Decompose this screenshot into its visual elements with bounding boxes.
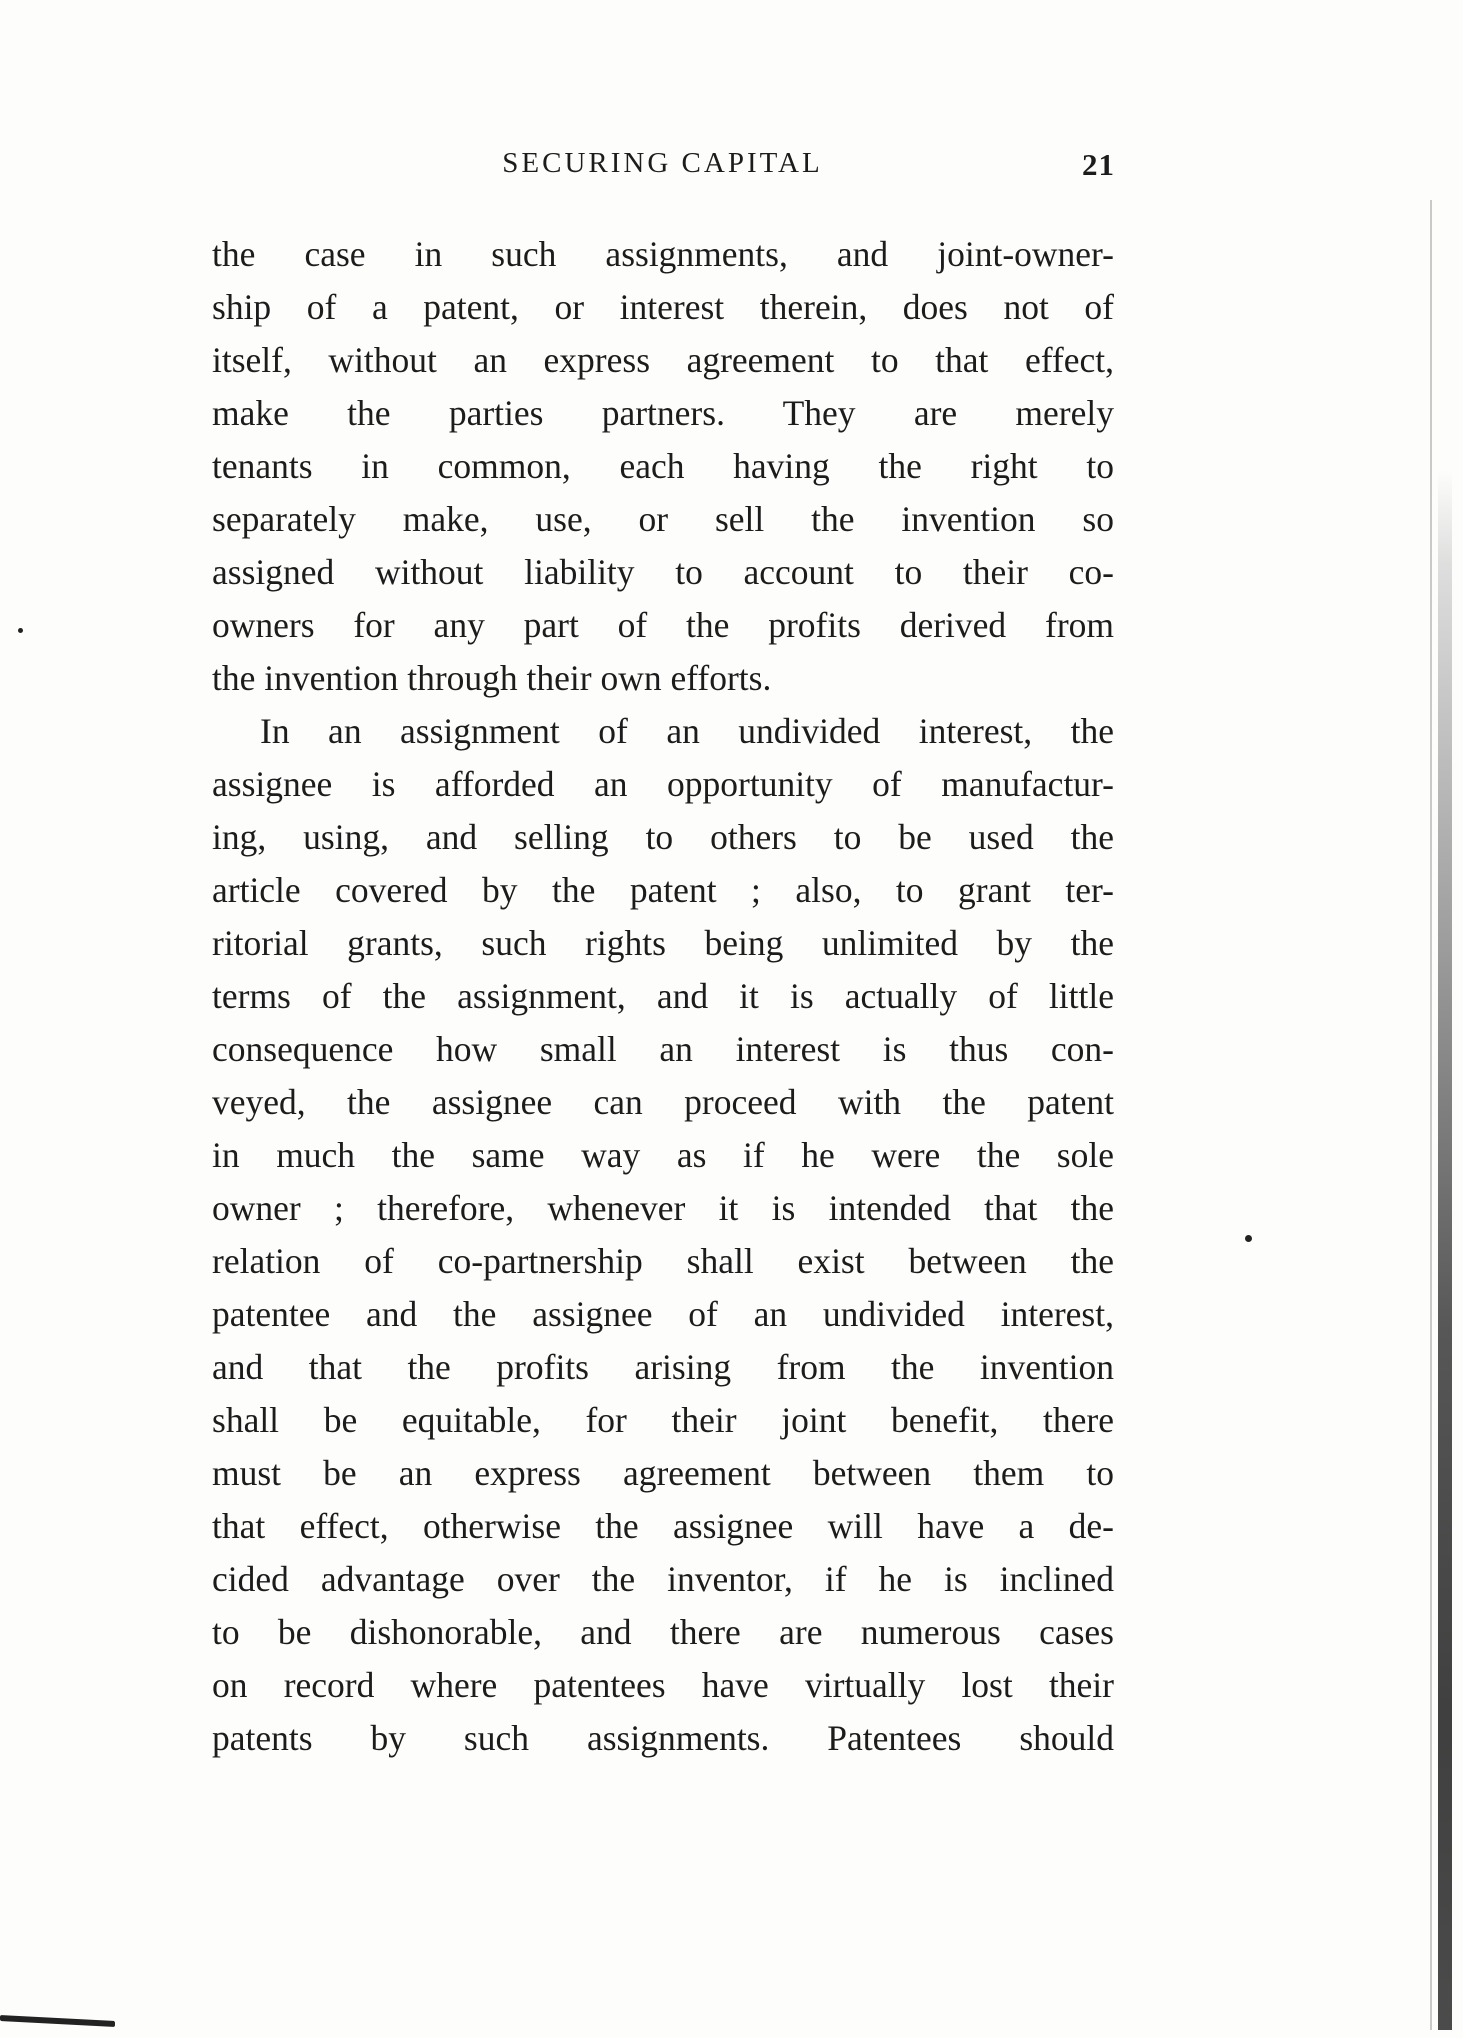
binding-shadow [1438, 470, 1452, 2030]
text-line: patents by such assignments. Patentees should [212, 1718, 1114, 1758]
text-line: owners for any part of the profits derived from [212, 605, 1114, 645]
paragraph-first-line: In an assignment of an undivided interest, the [260, 711, 1114, 751]
text-line: relation of co-partnership shall exist between the [212, 1241, 1114, 1281]
body-text [212, 228, 1114, 1765]
text-line: ship of a patent, or interest therein, does not of [212, 287, 1114, 327]
text-line: that effect, otherwise the assignee will have a de- [212, 1506, 1114, 1546]
text-line: the case in such assignments, and joint-owner- [212, 234, 1114, 274]
text-line: owner ; therefore, whenever it is intended that the [212, 1188, 1114, 1228]
text-line: veyed, the assignee can proceed with the patent [212, 1082, 1114, 1122]
text-line: in much the same way as if he were the sole [212, 1135, 1114, 1175]
paragraph-last-line: the invention through their own efforts. [212, 658, 772, 698]
text-line: must be an express agreement between them to [212, 1453, 1114, 1493]
text-line: assigned without liability to account to their co- [212, 552, 1114, 592]
text-line: cided advantage over the inventor, if he is inclined [212, 1559, 1114, 1599]
page-edge-line [1430, 200, 1432, 2030]
text-line: patentee and the assignee of an undivided interest, [212, 1294, 1114, 1334]
text-line: terms of the assignment, and it is actually of little [212, 976, 1114, 1016]
text-line: assignee is afforded an opportunity of manufactur- [212, 764, 1114, 804]
text-line: on record where patentees have virtually lost their [212, 1665, 1114, 1705]
text-line: ing, using, and selling to others to be used the [212, 817, 1114, 857]
text-line: ritorial grants, such rights being unlimited by the [212, 923, 1114, 963]
text-line: article covered by the patent ; also, to grant ter- [212, 870, 1114, 910]
text-line: make the parties partners. They are merely [212, 393, 1114, 433]
text-line: tenants in common, each having the right to [212, 446, 1114, 486]
running-head [210, 147, 1115, 187]
text-line: and that the profits arising from the invention [212, 1347, 1114, 1387]
text-line: to be dishonorable, and there are numerous cases [212, 1612, 1114, 1652]
text-line: separately make, use, or sell the invention so [212, 499, 1114, 539]
page-number: 21 [1082, 147, 1115, 182]
text-line: shall be equitable, for their joint benefit, there [212, 1400, 1114, 1440]
ink-speck [1245, 1235, 1252, 1242]
text-line: consequence how small an interest is thus con- [212, 1029, 1114, 1069]
running-title: SECURING CAPITAL [502, 147, 823, 179]
ink-speck [18, 628, 23, 633]
text-line: itself, without an express agreement to that effect, [212, 340, 1114, 380]
scan-corner-mark [0, 2015, 115, 2027]
